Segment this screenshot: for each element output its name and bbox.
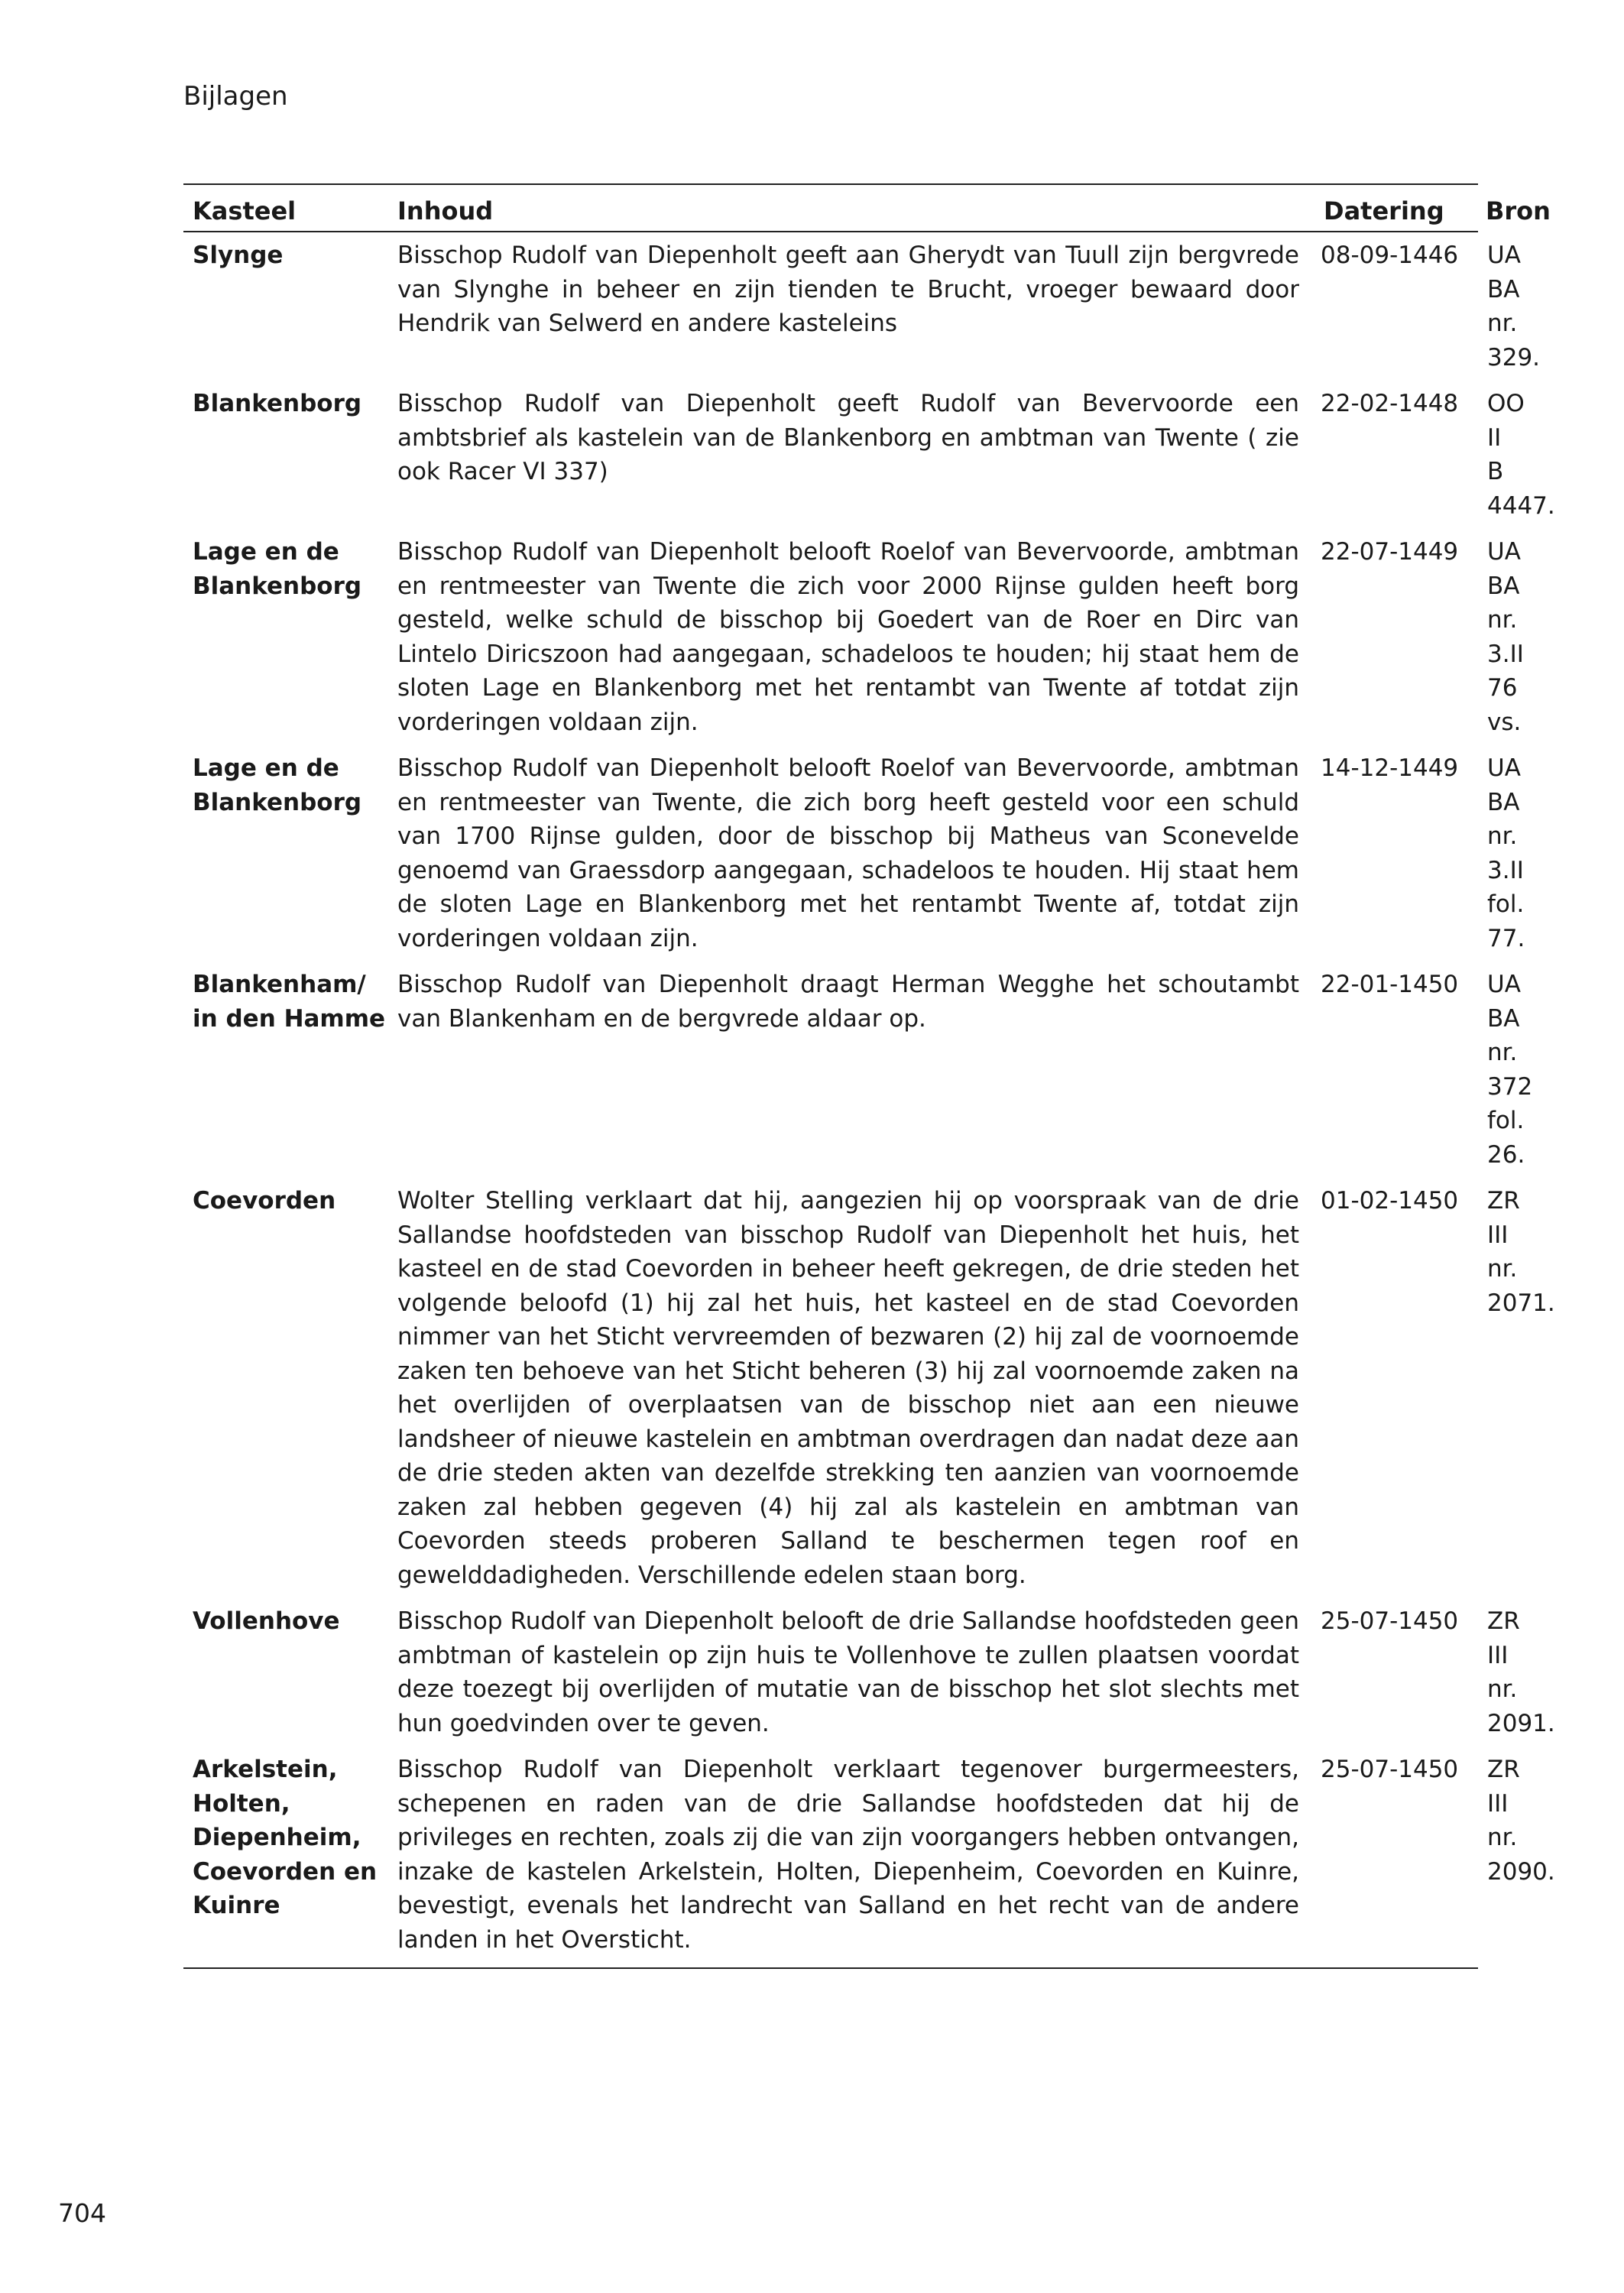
cell-inhoud: Bisschop Rudolf van Diepenholt belooft Roelof van Bevervoorde, ambtman en rentmeester van Twente, die zich borg heeft gesteld voor een schuld van 1700 Rijnse gulden, door de bisschop bij Matheus van Sconevelde genoemd van Graessdorp aangegaan, schadeloos te houden. Hij staat hem de sloten Lage en Blankenborg met het rentambt Twente af, totdat zijn vorderingen voldaan zijn.: [397, 754, 1299, 952]
cell-kasteel: Blankenham/ in den Hamme: [193, 971, 386, 1033]
cell-inhoud: Wolter Stelling verklaart dat hij, aangezien hij op voorspraak van de drie Sallandse hoofdsteden van bisschop Rudolf van Diepenholt het huis, het kasteel en de stad Coevorden in beheer heeft gekregen, de drie steden het volgende beloofd (1) hij zal het huis, het kasteel en de stad Coevorden nimmer van het Sticht vervreemden of bezwaren (2) hij zal de voornoemde zaken ten behoeve van het Sticht beheren (3) hij zal voornoemde zaken na het overlijden of overplaatsen van de bisschop niet aan een nieuwe landsheer of nieuwe kastelein en ambtman overdragen dan nadat deze aan de drie steden akten van dezelfde strekking ten aanzien van voornoemde zaken zal hebben gegeven (4) hij zal als kastelein en ambtman van Coevorden steeds proberen Salland te beschermen tegen roof en gewelddadigheden. Verschillende edelen staan borg.: [397, 1187, 1299, 1589]
cell-datering: 25-07-1450: [1321, 1607, 1459, 1635]
table-header: Kasteel Inhoud Datering Bron: [183, 184, 1478, 232]
page-number: 704: [58, 2198, 106, 2228]
cell-datering: 08-09-1446: [1321, 242, 1459, 269]
table-row: Coevorden Wolter Stelling verklaart dat hij, aangezien hij op voorspraak van de drie Sallandse hoofdsteden van bisschop Rudolf van Diepenholt het huis, het kasteel en de stad Coevorden in beheer heeft gekregen, de drie steden het volgende beloofd (1) hij zal het huis, het kasteel en de stad Coevorden nimmer van het Sticht vervreemden of bezwaren (2) hij zal de voornoemde zaken ten behoeve van het Sticht beheren (3) hij zal voornoemde zaken na het overlijden of overplaatsen van de bisschop niet aan een nieuwe landsheer of nieuwe kastelein en ambtman overdragen dan nadat deze aan de drie steden akten van dezelfde strekking ten aanzien van voornoemde zaken zal hebben gegeven (4) hij zal als kastelein en ambtman van Coevorden steeds proberen Salland te beschermen tegen roof en gewelddadigheden. Verschillende edelen staan borg. 01-02-1450 ZR III nr. 2071.: [183, 1178, 1478, 1598]
table-row: Lage en de Blankenborg Bisschop Rudolf van Diepenholt belooft Roelof van Bevervoorde, ambtman en rentmeester van Twente die zich voor 2000 Rijnse gulden heeft borg gesteld, welke schuld de bisschop bij Goedert van de Roer en Dirc van Lintelo Diricszoon had aangegaan, schadeloos te houden; hij staat hem de sloten Lage en Blankenborg met het rentambt van Twente af totdat zijn vorderingen voldaan zijn. 22-07-1449 UA BA nr. 3.II 76 vs.: [183, 529, 1478, 745]
cell-datering: 25-07-1450: [1321, 1756, 1459, 1783]
cell-kasteel: Slynge: [193, 242, 284, 269]
table-row: Slynge Bisschop Rudolf van Diepenholt geeft aan Gherydt van Tuull zijn bergvrede van Slynghe in beheer en zijn tienden te Brucht, vroeger bewaard door Hendrik van Selwerd en andere kasteleins 08-09-1446 UA BA nr. 329.: [183, 232, 1478, 381]
cell-inhoud: Bisschop Rudolf van Diepenholt belooft Roelof van Bevervoorde, ambtman en rentmeester van Twente die zich voor 2000 Rijnse gulden heeft borg gesteld, welke schuld de bisschop bij Goedert van de Roer en Dirc van Lintelo Diricszoon had aangegaan, schadeloos te houden; hij staat hem de sloten Lage en Blankenborg met het rentambt van Twente af totdat zijn vorderingen voldaan zijn.: [397, 538, 1299, 736]
header-inhoud: Inhoud: [397, 196, 494, 225]
cell-kasteel: Coevorden: [193, 1187, 336, 1215]
cell-kasteel: Blankenborg: [193, 390, 362, 417]
cell-inhoud: Bisschop Rudolf van Diepenholt geeft Rudolf van Bevervoorde een ambtsbrief als kastelein van de Blankenborg en ambtman van Twente ( zie ook Racer VI 337): [397, 390, 1299, 485]
cell-kasteel: Lage en de Blankenborg: [193, 538, 362, 600]
running-head: Bijlagen: [183, 81, 288, 112]
cell-kasteel: Lage en de Blankenborg: [193, 754, 362, 816]
table-body: [183, 232, 1555, 1968]
header-datering: Datering: [1324, 196, 1444, 225]
header-kasteel: Kasteel: [193, 196, 297, 225]
cell-datering: 22-02-1448: [1321, 390, 1459, 417]
table-row: Vollenhove Bisschop Rudolf van Diepenholt belooft de drie Sallandse hoofdsteden geen ambtman of kastelein op zijn huis te Vollenhove te zullen plaatsen voordat deze toezegt bij overlijden of mutatie van de bisschop het slot slechts met hun goedvinden over te geven. 25-07-1450 ZR III nr. 2091.: [183, 1598, 1478, 1747]
cell-datering: 22-07-1449: [1321, 538, 1459, 566]
cell-kasteel: Arkelstein, Holten, Diepenheim, Coevorden en Kuinre: [193, 1756, 378, 1919]
table-row: Lage en de Blankenborg Bisschop Rudolf van Diepenholt belooft Roelof van Bevervoorde, ambtman en rentmeester van Twente, die zich borg heeft gesteld voor een schuld van 1700 Rijnse gulden, door de bisschop bij Matheus van Sconevelde genoemd van Graessdorp aangegaan, schadeloos te houden. Hij staat hem de sloten Lage en Blankenborg met het rentambt Twente af, totdat zijn vorderingen voldaan zijn. 14-12-1449 UA BA nr. 3.II fol. 77.: [183, 745, 1478, 962]
castle-table: [183, 183, 1555, 1969]
cell-datering: 14-12-1449: [1321, 754, 1459, 782]
cell-inhoud: Bisschop Rudolf van Diepenholt draagt Herman Wegghe het schoutambt van Blankenham en de bergvrede aldaar op.: [397, 971, 1299, 1033]
cell-kasteel: Vollenhove: [193, 1607, 340, 1635]
table-row: Arkelstein, Holten, Diepenheim, Coevorden en Kuinre Bisschop Rudolf van Diepenholt verklaart tegenover burgermeesters, schepenen en raden van de drie Sallandse hoofdsteden dat hij de privileges en rechten, zoals zij die van zijn voorgangers hebben ontvangen, inzake de kastelen Arkelstein, Holten, Diepenheim, Coevorden en Kuinre, bevestigt, evenals het landrecht van Salland en het recht van de andere landen in het Oversticht. 25-07-1450 ZR III nr. 2090.: [183, 1747, 1478, 1968]
appendix-table: [183, 183, 1555, 1969]
cell-datering: 01-02-1450: [1321, 1187, 1459, 1215]
table-row: Blankenham/ in den Hamme Bisschop Rudolf van Diepenholt draagt Herman Wegghe het schoutambt van Blankenham en de bergvrede aldaar op. 22-01-1450 UA BA nr. 372 fol. 26.: [183, 962, 1478, 1178]
cell-datering: 22-01-1450: [1321, 971, 1459, 998]
table-row: Blankenborg Bisschop Rudolf van Diepenholt geeft Rudolf van Bevervoorde een ambtsbrief als kastelein van de Blankenborg en ambtman van Twente ( zie ook Racer VI 337) 22-02-1448 OO II B 4447.: [183, 381, 1478, 529]
cell-inhoud: Bisschop Rudolf van Diepenholt belooft de drie Sallandse hoofdsteden geen ambtman of kastelein op zijn huis te Vollenhove te zullen plaatsen voordat deze toezegt bij overlijden of mutatie van de bisschop het slot slechts met hun goedvinden over te geven.: [397, 1607, 1299, 1737]
cell-inhoud: Bisschop Rudolf van Diepenholt geeft aan Gherydt van Tuull zijn bergvrede van Slynghe in beheer en zijn tienden te Brucht, vroeger bewaard door Hendrik van Selwerd en andere kasteleins: [397, 242, 1299, 337]
cell-inhoud: Bisschop Rudolf van Diepenholt verklaart tegenover burgermeesters, schepenen en raden van de drie Sallandse hoofdsteden dat hij de privileges en rechten, zoals zij die van zijn voorgangers hebben ontvangen, inzake de kastelen Arkelstein, Holten, Diepenheim, Coevorden en Kuinre, bevestigt, evenals het landrecht van Salland en het recht van de andere landen in het Oversticht.: [397, 1756, 1299, 1954]
